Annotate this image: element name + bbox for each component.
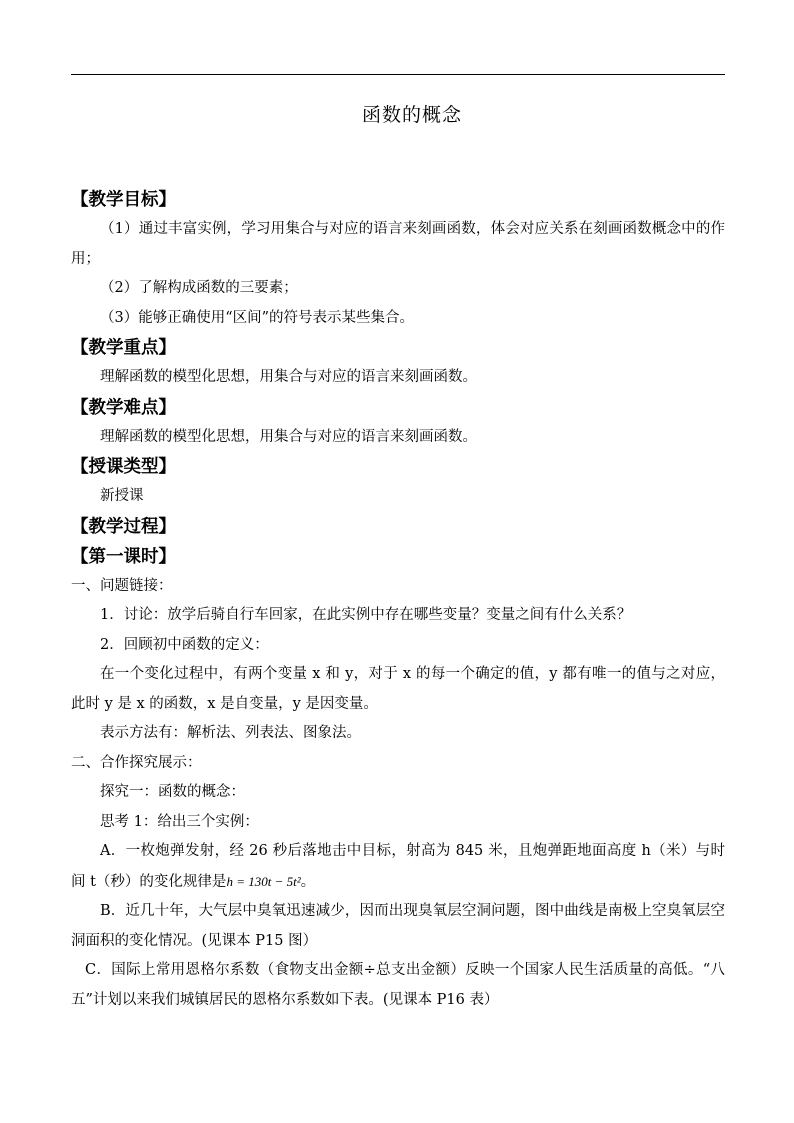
heading-first-lesson: 【第一课时】 [71, 546, 176, 567]
lesson-type-text: 新授课 [100, 488, 144, 504]
example-a-text: A．一枚炮弹发射，经 26 秒后落地击中目标，射高为 845 米，且炮弹距地面高度 h（米）与时间 t（秒）的变化规律是 [71, 843, 725, 890]
document-body [71, 185, 725, 1015]
heading-lesson-type: 【授课类型】 [71, 457, 176, 477]
explore-1-title: 探究一：函数的概念： [100, 784, 245, 800]
function-definition: 在一个变化过程中，有两个变量 x 和 y，对于 x 的每一个确定的值，y 都有唯一的值与之对应，此时 y 是 x 的函数，x 是自变量，y 是因变量。 [71, 666, 725, 712]
example-b: B．近几十年，大气层中臭氧迅速减少，因而出现臭氧层空洞问题，图中曲线是南极上空臭氧层空洞面积的变化情况。(见课本 P15 图） [71, 903, 725, 949]
key-points-text: 理解函数的模型化思想，用集合与对应的语言来刻画函数。 [100, 369, 477, 385]
example-a [71, 837, 725, 897]
goal-3: （3）能够正确使用“区间”的符号表示某些集合。 [100, 309, 415, 326]
think-1: 思考 1：给出三个实例： [100, 813, 259, 830]
representation-methods: 表示方法有：解析法、列表法、图象法。 [100, 725, 361, 741]
header-rule [71, 74, 725, 75]
example-c: C．国际上常用恩格尔系数（食物支出金额÷总支出金额）反映一个国家人民生活质量的高低。“八五”计划以来我们城镇居民的恩格尔系数如下表。(见课本 P16 表） [71, 962, 725, 1008]
section-1-title: 一、问题链接： [71, 577, 173, 594]
goal-2: （2）了解构成函数的三要素； [100, 280, 298, 296]
example-a-end: 。 [300, 873, 316, 890]
question-2: 2．回顾初中函数的定义： [100, 636, 269, 653]
heading-difficult-points: 【教学难点】 [71, 397, 176, 418]
example-a-formula: h = 130t − 5t² [226, 873, 301, 889]
difficult-points-text: 理解函数的模型化思想，用集合与对应的语言来刻画函数。 [100, 428, 477, 445]
heading-key-points: 【教学重点】 [71, 338, 176, 358]
question-1: 1．讨论：放学后骑自行车回家，在此实例中存在哪些变量？变量之间有什么关系？ [100, 607, 632, 623]
heading-teaching-goals: 【教学目标】 [71, 190, 176, 210]
page-title: 函数的概念 [361, 104, 462, 126]
section-2-title: 二、合作探究展示： [71, 754, 202, 771]
goal-1: （1）通过丰富实例，学习用集合与对应的语言来刻画函数，体会对应关系在刻画函数概念中的作用； [71, 221, 725, 267]
heading-teaching-process: 【教学过程】 [71, 516, 176, 537]
